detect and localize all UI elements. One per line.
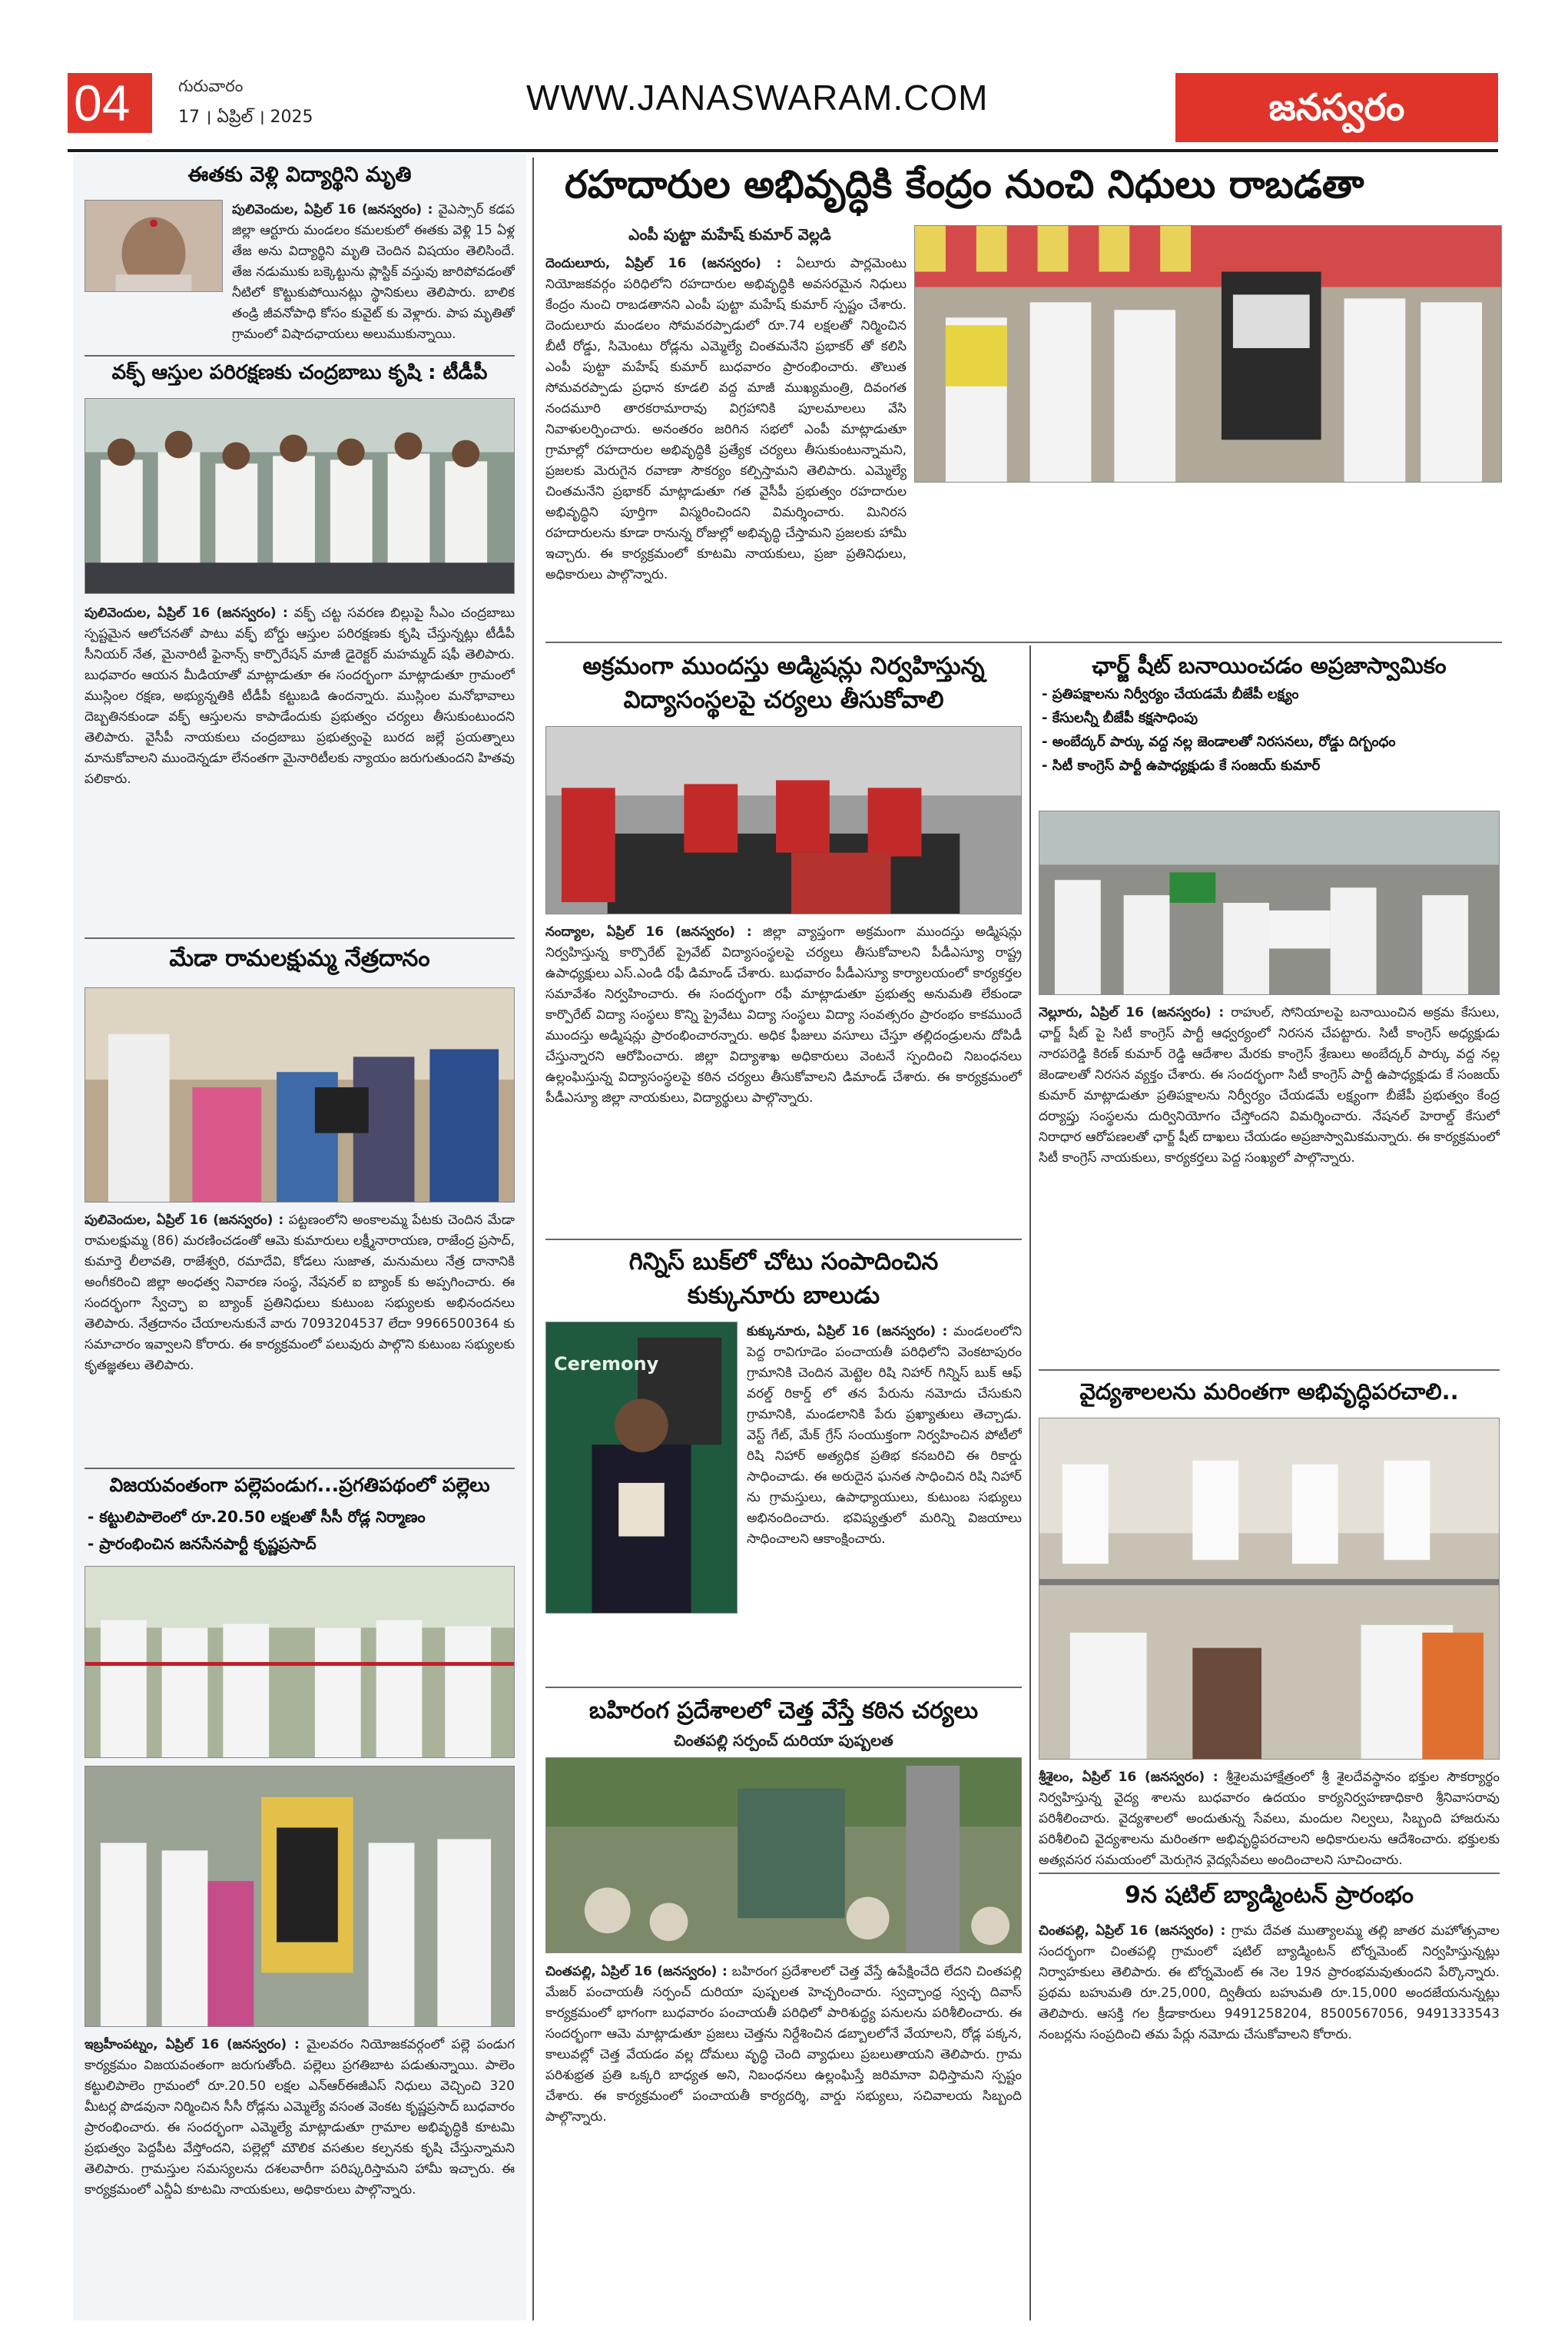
article-charge-sheet [1039,649,1500,1364]
headline: 9న షటిల్ బ్యాడ్మింటన్ ప్రారంభం [1124,1882,1414,1909]
headline: వక్ఫ్ ఆస్తుల పరిరక్షణకు చంద్రబాబు కృషి : టీడీపీ [111,361,488,384]
article-eye-donation [85,945,515,1464]
dateline: శ్రీశైలం, ఏప్రిల్ 16 (జనస్వరం) : [1039,1770,1218,1785]
dateline: నెల్లూరు, ఏప్రిల్ 16 (జనస్వరం) : [1039,1005,1225,1020]
separator [545,642,1502,643]
headline-line-2: విద్యాసంస్థలపై చర్యలు తీసుకోవాలి [623,686,944,714]
article-body: వైఎస్సార్ కడప జిల్లా ఆర్టూరు మండలం కమలకులో ఈతకు వెళ్లి 15 ఏళ్ల తేజ అను విద్యార్థిని మృతి చెందిన విషయం తెలిసిందే. తేజ నడుముకు బక్కెట్టును ప్లాస్టిక్ వస్తువు జారిపోవడంతో నీటిలో కొట్టుకుపోయినట్లు స్థానికులు తెలిపారు. బాలిక తండ్రి జీవనోపాధి కోసం కువైట్ కు వెళ్లారు. పాప మృతితో గ్రామంలో విషాదఛాయలు అలుముకున్నాయి. [232,202,515,342]
garbage-photo [545,1757,1022,1953]
headline: ఈతకు వెళ్లి విద్యార్థిని మృతి [187,163,412,187]
headline: విజయవంతంగా పల్లెపండుగ...ప్రగతిపథంలో పల్లెలు [109,1474,490,1496]
article-body: వక్ఫ్ చట్ట సవరణ బిల్లుపై సీఎం చంద్రబాబు స్పష్టమైన ఆలోచనతో పాటు వక్ఫ్ బోర్డు ఆస్తుల పరిరక్షణకు కృషి చేస్తున్నట్లు టీడీపీ సీనియర్ నేత, మైనారిటీ ఫైనాన్స్ కార్పొరేషన్ మాజీ డైరెక్టర్ మహమ్మద్ షఫీ తెలిపారు. బుధవారం ఆయన మీడియాతో మాట్లాడుతూ ఈ సందర్భంగా మాట్లాడుతూ గ్రామంలో ముస్లింల రక్షణ, అభ్యున్నతికి టీడీపీ కట్టుబడి ఉందన్నారు. ముస్లింల మనోభావాలు దెబ్బతినకుండా వక్ఫ్ ఆస్తులను కాపాడేందుకు ప్రభుత్వం చర్యలు తీసుకుంటుందని తెలిపారు. వైసీపీ నాయకులు చంద్రబాబు ప్రభుత్వంపై బురద జల్లే ప్రయత్నాలు మానుకోవాలని ముందెన్నడూ లేనంతగా మైనారిటీలకు న్యాయం జరుగుతుందని హితవు పలికారు. [85,605,515,787]
headline: ఛార్జ్ షీట్ బనాయించడం అప్రజాస్వామికం [1092,652,1447,678]
separator [545,1687,1022,1688]
article-body: మండలంలోని పెద్ద రావిగూడెం పంచాయతీ పరిధిలోని వెంకటాపురం గ్రామానికి చెందిన మెట్టెల రిషి నిహార్ గిన్నిస్ బుక్ ఆఫ్ వరల్డ్ రికార్డ్ లో తన పేరును నమోదు చేసుకుని గ్రామానికి, మండలానికి పేరు ప్రఖ్యాతులు తెచ్చాడు. వెస్ట్ గేట్, మేక్ గ్రేస్ సంయుక్తంగా నిర్వహించిన పోటీలో రిషి నిహార్ అత్యధిక ప్రతిభ కనబరిచి ఈ రికార్డు సాధించాడు. ఈ అరుదైన ఘనత సాధించిన రిషి నిహార్ ను గ్రామస్తులు, ఉపాధ్యాయులు, కుటుంబ సభ్యులు అభినందించారు. భవిష్యత్తులో మరిన్ని విజయాలు సాధించాలని ఆకాంక్షించారు. [747,1324,1022,1547]
issue-date: 17 । ఏప్రిల్ । 2025 [178,108,313,127]
issue-day: గురువారం [178,77,244,95]
article-student-drowning [85,163,515,351]
headline: వైద్యశాలలను మరింతగా అభివృద్ధిపరచాలి.. [1079,1378,1459,1405]
bullet-point: - సిటీ కాంగ్రెస్ పార్టీ ఉపాధ్యక్షుడు కే సంజయ్ కుమార్ [1042,758,1321,774]
dateline: దెందులూరు, ఏప్రిల్ 16 (జనస్వరం) : [545,256,782,271]
dateline: చింతపల్లి, ఏప్రిల్ 16 (జనస్వరం) : [545,1964,728,1979]
masthead-rule [68,149,1498,152]
separator [1039,1873,1500,1874]
article-hospital-development [1039,1375,1500,1867]
lead-headline: రహదారుల అభివృద్ధికి కేంద్రం నుంచి నిధులు రాబడతా [565,162,1364,207]
masthead [0,0,1568,154]
page-number: 04 [68,73,152,133]
article-body: గ్రామ దేవత ముత్యాలమ్మ తల్లి జాతర మహోత్సవాల సందర్భంగా చింతపల్లి గ్రామంలో షటిల్ బ్యాడ్మింటన్ టోర్నమెంట్ నిర్వహిస్తున్నట్లు నిర్వాహకులు తెలిపారు. ఈ టోర్నమెంట్ ఈ నెల 19న ప్రారంభమవుతుందని పేర్కొన్నారు. ప్రథమ బహుమతి రూ.25,000, ద్వితీయ బహుమతి రూ.15,000 అందజేయనున్నట్లు తెలిపారు. ఆసక్తి గల క్రీడాకారులు 9491258204, 8500567056, 9491333543 నంబర్లను సంప్రదించి తమ పేర్లు నమోదు చేసుకోవాలని కోరారు. [1039,1923,1500,2042]
separator [545,1239,1022,1240]
separator [1039,1369,1500,1371]
subhead: చింతపల్లి సర్పంచ్ దురియా పుష్పలత [674,1731,893,1750]
article-body: ఏలూరు పార్లమెంటు నియోజకవర్గం పరిధిలోని రహదారుల అభివృద్ధికి అవసరమైన నిధులు కేంద్రం నుంచి రాబడతానని ఎంపీ పుట్టా మహేష్ కుమార్ స్పష్టం చేశారు. దెందులూరు మండలం సోమవరప్పాడులో రూ.74 లక్షలతో నిర్మించిన బీటీ రోడ్డు, సిమెంటు రోడ్లను ఎమ్మెల్యే చింతమనేని ప్రభాకర్ తో కలిసి ఎంపీ పుట్టా మహేష్ కుమార్ బుధవారం ప్రారంభించారు. తొలుత సోమవరప్పాడు ప్రధాన కూడలి వద్ద మాజీ ముఖ్యమంత్రి, దివంగత నందమూరి తారకరామారావు విగ్రహానికి పూలమాలలు వేసి నివాళులర్పించారు. అనంతరం జరిగిన సభలో ఎంపీ మాట్లాడుతూ గ్రామాల్లో రహదారుల అభివృద్ధికి ప్రత్యేక చర్యలు తీసుకుంటున్నామని, ప్రజలకు మెరుగైన రవాణా సౌకర్యం కల్పిస్తామని తెలిపారు. ఎమ్మెల్యే చింతమనేని ప్రభాకర్ మాట్లాడుతూ గత వైసీపీ ప్రభుత్వం రహదారుల అభివృద్ధిని పూర్తిగా విస్మరించిందని విమర్శించారు. మినిరస రహదారులను కూడా రానున్న రోజుల్లో అభివృద్ధి చేస్తామని ప్రజలకు హామీ ఇచ్చారు. ఈ కార్యక్రమంలో కూటమి నాయకులు, ప్రజా ప్రతినిధులు, అధికారులు పాల్గొన్నారు. [545,256,907,582]
dateline: ఇబ్రహీంపట్నం, ఏప్రిల్ 16 (జనస్వరం) : [85,2037,300,2052]
article-body: రాహుల్, సోనియాలపై బనాయించిన అక్రమ కేసులు, ఛార్జ్ షీట్ పై సిటీ కాంగ్రెస్ పార్టీ ఆధ్వర్యంలో నిరసన చేపట్టారు. సిటీ కాంగ్రెస్ అధ్యక్షుడు నారపరెడ్డి కిరణ్ కుమార్ రెడ్డి ఆదేశాల మేరకు కాంగ్రెస్ శ్రేణులు అంబేద్కర్ పార్కు వద్ద నల్ల జెండాలతో నిరసన వ్యక్తం చేశారు. ఈ సందర్భంగా సిటీ కాంగ్రెస్ పార్టీ ఉపాధ్యక్షుడు కే సంజయ్ కుమార్ మాట్లాడుతూ ప్రతిపక్షాలను నిర్వీర్యం చేయడమే లక్ష్యంగా బీజేపీ ప్రభుత్వం కేంద్ర దర్యాప్తు సంస్థలను దుర్వినియోగం చేస్తోందని విమర్శించారు. నేషనల్ హెరాల్డ్ కేసులో నిరాధార ఆరోపణలతో ఛార్జ్ షీట్ దాఖలు చేయడం అప్రజాస్వామికమన్నారు. ఈ కార్యక్రమంలో సిటీ కాంగ్రెస్ నాయకులు, కార్యకర్తలు పెద్ద సంఖ్యలో పాల్గొన్నారు. [1039,1005,1500,1166]
dateline: కుక్కునూరు, ఏప్రిల్ 16 (జనస్వరం) : [747,1324,948,1339]
article-body: శ్రీశైలమహాక్షేత్రంలో శ్రీ శైలదేవస్థానం భక్తుల సౌకర్యార్థం నిర్వహిస్తున్న వైద్య శాలను బుధవారం ఉదయం కార్యనిర్వహణాధికారి శ్రీనివాసరావు పరిశీలించారు. వైద్యశాలలో అందుతున్న సేవలు, మందుల నిల్వలు, సిబ్బంది హాజరును పరిశీలించి వైద్యశాలను మరింతగా అభివృద్ధిపరచాలని అధికారులను ఆదేశించారు. భక్తులకు అత్యవసర సమయంలో మెరుగైన వైద్యసేవలు అందించాలని సూచించారు. [1039,1770,1500,1867]
article-palle-panduga [85,1474,515,2319]
separator [85,355,515,357]
headline-line-1: గిన్నిస్ బుక్‌లో చోటు సంపాదించిన [628,1248,939,1276]
dateline: పులివెందుల, ఏప్రిల్ 16 (జనస్వరం) : [85,605,288,621]
article-body: జిల్లా వ్యాప్తంగా అక్రమంగా ముందస్తు అడ్మిషన్లు నిర్వహిస్తున్న కార్పొరేట్ ప్రైవేట్ విద్యాసంస్థలపై చర్యలు తీసుకోవాలని పీడీఎస్యూ రాష్ట్ర ఉపాధ్యక్షులు ఎస్.ఎండి రఫీ డిమాండ్ చేశారు. బుధవారం పీడీఎస్యూ కార్యాలయంలో కార్యకర్తల సమావేశం నిర్వహించారు. ఈ సందర్భంగా రఫీ మాట్లాడుతూ ప్రభుత్వ అనుమతి లేకుండా కార్పొరేట్ విద్యా సంస్థలు కొన్ని ప్రైవేటు విద్యా సంస్థలు విద్యా సంవత్సరం ప్రారంభం కాకముందే ముందస్తు అడ్మిషన్లు ప్రారంభించారన్నారు. అధిక ఫీజులు వసూలు చేస్తూ తల్లిదండ్రులను దోపిడీ చేస్తున్నారని ఆరోపించారు. జిల్లా విద్యాశాఖ అధికారులు వెంటనే స్పందించి నిబంధనలు ఉల్లంఘిస్తున్న విద్యాసంస్థలపై కఠిన చర్యలు తీసుకోవాలని డిమాండ్ చేశారు. ఈ కార్యక్రమంలో పీడీఎస్యూ జిల్లా నాయకులు, విద్యార్థులు పాల్గొన్నారు. [545,924,1022,1106]
article-body: పట్టణంలోని అంకాలమ్మ పేటకు చెందిన మేడా రామలక్షుమ్మ (86) మరణించడంతో ఆమె కుమారులు లక్ష్మీనారాయణ, రాజేంద్ర ప్రసాద్, కుమార్తె లీలావతి, రాజేశ్వరి, రమాదేవి, కోడలు సుజాత, మనుమలు నేత్ర దానానికి అంగీకరించి జిల్లా అంధత్వ నివారణ సంస్థ, నేషనల్ ఐ బ్యాంక్ కు అప్పగించారు. ఈ సందర్భంగా స్వేచ్ఛా ఐ బ్యాంక్ ప్రతినిధులు కుటుంబ సభ్యులకు అభినందనలు తెలిపారు. నేత్రదానం చేయాలనుకునే వారు 7093204537 లేదా 9966500364 కు సమాచారం ఇవ్వాలని కోరారు. ఈ కార్యక్రమంలో పలువురు పాల్గొని కుటుంబ సభ్యులకు కృతజ్ఞతలు తెలిపారు. [85,1212,515,1373]
bullet-point: - ప్రారంభించిన జనసేనపార్టీ కృష్ణప్రసాద్ [88,1534,317,1553]
headline: మేడా రామలక్షుమ్మ నేత్రదానం [169,945,430,972]
bullet-point: - కేసులన్నీ బీజేపీ కక్షసాధింపు [1042,710,1198,726]
article-badminton [1039,1879,1500,2320]
dateline: పులివెందుల, ఏప్రిల్ 16 (జనస్వరం) : [232,202,433,217]
dateline: నంద్యాల, ఏప్రిల్ 16 (జనస్వరం) : [545,924,752,940]
pdsu-meeting-photo [545,726,1022,914]
website-url[interactable]: WWW.JANASWARAM.COM [526,78,989,118]
article-admissions [545,649,1022,1233]
article-guinness-record [545,1245,1022,1683]
headline-line-2: కుక్కునూరు బాలుడు [687,1282,880,1309]
hospital-visit-photo [1039,1418,1500,1760]
headline-line-1: అక్రమంగా ముందస్తు అడ్మిషన్లు నిర్వహిస్తున్న [582,652,985,680]
article-roads-development [545,158,1502,638]
separator [85,937,515,939]
column-divider [532,158,534,2320]
student-photo [85,200,223,292]
bullet-point: - కట్టులిపాలెంలో రూ.20.50 లక్షలతో సీసీ రోడ్ల నిర్మాణం [88,1508,426,1526]
dateline: చింతపల్లి, ఏప్రిల్ 16 (జనస్వరం) : [1039,1923,1226,1939]
article-body: మైలవరం నియోజకవర్గంలో పల్లె పండుగ కార్యక్రమం విజయవంతంగా జరుగుతోంది. పల్లెలు ప్రగతిబాట పడుతున్నాయి. పాలెం కట్టులిపాలెం గ్రామంలో రూ.20.50 లక్షల ఎన్ఆర్ఈజీఎస్ నిధులు వెచ్చించి 320 మీటర్ల పొడవునా నిర్మించిన సీసీ రోడ్లను ఎమ్మెల్యే వసంత వెంకట కృష్ణప్రసాద్ బుధవారం ప్రారంభించారు. ఈ సందర్భంగా ఎమ్మెల్యే మాట్లాడుతూ గ్రామాల అభివృద్ధికి కూటమి ప్రభుత్వం పెద్దపీట వేస్తోందని, పల్లెల్లో మౌలిక వసతుల కల్పనకు కృషి చేస్తున్నామని తెలిపారు. గ్రామస్తుల సమస్యలను దశలవారీగా పరిష్కరిస్తామని హామీ ఇచ్చారు. ఈ కార్యక్రమంలో ఎన్డీఏ కూటమి నాయకులు, అధికారులు పాల్గొన్నారు. [85,2037,515,2198]
award-boy-photo [545,1322,738,1614]
left-column [73,154,526,2320]
headline: బహిరంగ ప్రదేశాలలో చెత్త వేస్తే కఠిన చర్యలు [588,1697,979,1724]
ribbon-cutting-photo [85,1566,515,1758]
dateline: పులివెందుల, ఏప్రిల్ 16 (జనస్వరం) : [85,1212,284,1228]
article-body: బహిరంగ ప్రదేశాలలో చెత్త వేస్తే ఉపేక్షించేది లేదని చింతపల్లి మేజర్ పంచాయతీ సర్పంచ్ దురియా పుష్పలత హెచ్చరించారు. స్వచ్ఛాంధ్ర స్వచ్ఛ దివాస్ కార్యక్రమంలో భాగంగా బుధవారం పంచాయతీ పరిధిలో పారిశుద్ధ్య పనులను పరిశీలించారు. ఈ సందర్భంగా ఆమె మాట్లాడుతూ ప్రజలు చెత్తను నిర్దేశించిన డబ్బాలలోనే వేయాలని, రోడ్ల పక్కన, కాలువల్లో చెత్త వేయడం వల్ల దోమలు వృద్ధి చెంది వ్యాధులు ప్రబలుతాయని తెలిపారు. గ్రామ పరిశుభ్రత ప్రతి ఒక్కరి బాధ్యత అని, నిబంధనలు ఉల్లంఘిస్తే జరిమానా విధిస్తామని స్పష్టం చేశారు. ఈ కార్యక్రమంలో పంచాయతీ కార్యదర్శి, వార్డు సభ్యులు, సచివాలయ సిబ్బంది పాల్గొన్నారు. [545,1964,1022,2125]
eye-donation-photo [85,987,515,1203]
photo-caption: Ceremony [554,1353,659,1375]
press-meet-photo [85,398,515,594]
brand-logo: జనస్వరం [1175,73,1498,142]
bullet-point: - ప్రతిపక్షాలను నిర్వీర్యం చేయడమే బీజేపీ లక్ష్యం [1042,686,1299,702]
lead-photo [914,225,1502,483]
article-waqf-properties [85,361,515,934]
protest-photo [1039,811,1500,995]
foundation-stone-photo [85,1766,515,2027]
article-garbage-dumping [545,1694,1022,2320]
separator [85,1468,515,1469]
lead-subhead: ఎంపీ పుట్టా మహేష్ కుమార్ వెల్లడి [628,225,831,244]
column-divider [1029,645,1031,2320]
bullet-point: - అంబేద్కర్ పార్కు వద్ద నల్ల జెండాలతో నిరసనలు, రోడ్డు దిగ్బంధం [1042,734,1396,750]
